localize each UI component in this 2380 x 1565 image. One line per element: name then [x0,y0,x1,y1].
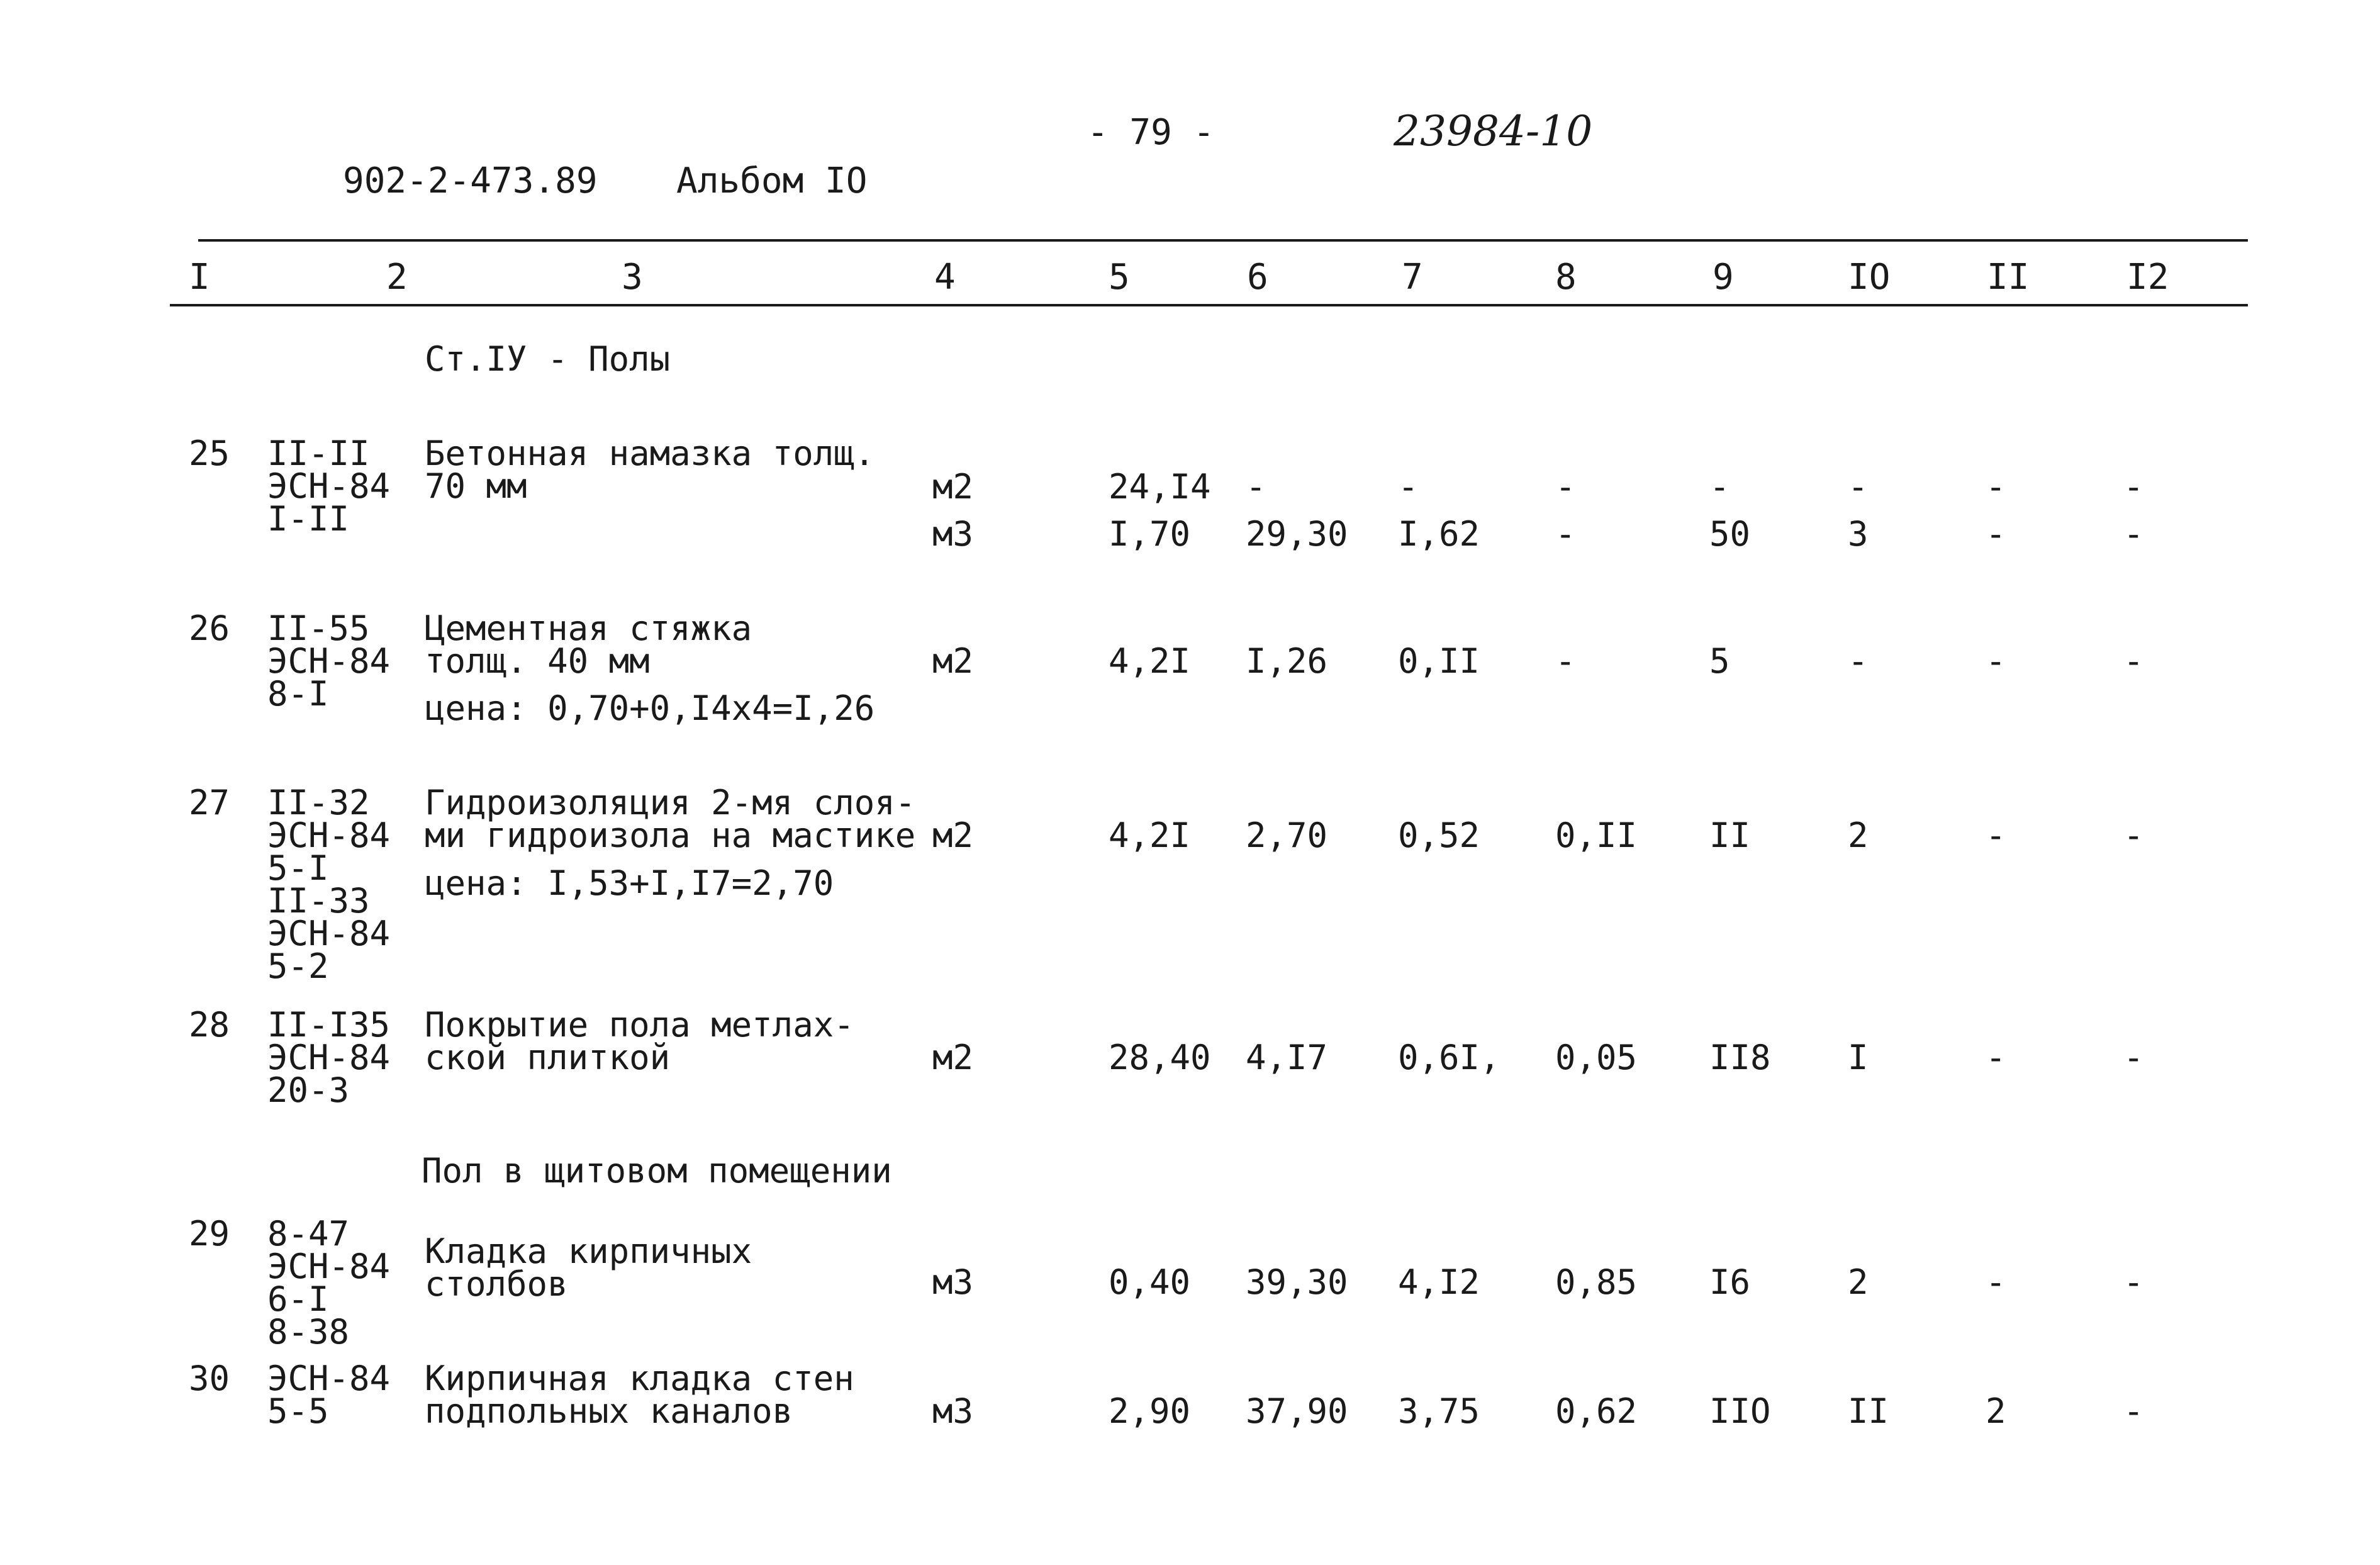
value-cell: 0,II [1555,816,1638,855]
work-description: Кирпичная кладка стен [425,1359,854,1398]
header-top-rule [198,239,2248,242]
value-cell: - [1246,467,1266,507]
value-cell: 3,75 [1398,1391,1480,1431]
value-cell: - [1709,467,1730,507]
value-cell: - [1848,641,1869,681]
norm-code: II-II [267,434,370,473]
value-cell: 4,2I [1109,816,1191,855]
row-number: 27 [189,783,230,822]
value-cell: - [2123,1262,2144,1302]
norm-code: 5-2 [267,946,329,986]
value-cell: 2 [1986,1391,2006,1431]
value-cell: 0,40 [1109,1262,1191,1302]
subsection-title: Пол в щитовом помещении [422,1151,892,1191]
row-number: 26 [189,609,230,648]
row-number: 28 [189,1005,230,1045]
value-cell: I6 [1709,1262,1751,1302]
norm-code: 8-I [267,674,329,714]
value-cell: II8 [1709,1038,1771,1077]
value-cell: I,62 [1398,514,1480,554]
norm-code: 6-I [267,1279,329,1319]
value-cell: - [1986,514,2006,554]
value-cell: 4,I7 [1246,1038,1328,1077]
value-cell: 28,40 [1109,1038,1211,1077]
value-cell: - [1986,1262,2006,1302]
value-cell: - [1986,1038,2006,1077]
unit-cell: м3 [932,1391,974,1431]
col-header-6: 6 [1247,257,1268,298]
value-cell: II [1709,816,1751,855]
unit-cell: м3 [932,1262,974,1302]
col-header-5: 5 [1109,257,1130,298]
unit-cell: м3 [932,514,974,554]
value-cell: - [2123,514,2144,554]
col-header-10: IO [1848,257,1891,298]
value-cell: 4,I2 [1398,1262,1480,1302]
value-cell: 0,52 [1398,816,1480,855]
unit-cell: м2 [932,816,974,855]
value-cell: - [1555,641,1576,681]
value-cell: 2 [1848,1262,1869,1302]
value-cell: - [1848,467,1869,507]
work-description: подпольных каналов [425,1391,793,1431]
row-number: 29 [189,1214,230,1254]
norm-code: ЭСН-84 [267,1247,391,1286]
value-cell: - [1398,467,1419,507]
header-bottom-rule [170,304,2248,306]
value-cell: - [2123,816,2144,855]
norm-code: 20-3 [267,1070,350,1110]
unit-cell: м2 [932,1038,974,1077]
work-description: ской плиткой [425,1038,671,1077]
norm-code: ЭСН-84 [267,641,391,681]
page-number: - 79 - [1087,112,1215,153]
value-cell: 2,90 [1109,1391,1191,1431]
value-cell: - [1555,467,1576,507]
value-cell: 0,05 [1555,1038,1638,1077]
price-note: цена: 0,70+0,I4x4=I,26 [425,688,875,728]
value-cell: I [1848,1038,1869,1077]
value-cell: - [2123,1038,2144,1077]
handwritten-reference: 23984-10 [1394,107,1593,155]
col-header-3: 3 [622,257,643,298]
work-description: столбов [425,1264,568,1304]
norm-code: II-33 [267,881,370,921]
row-number: 25 [189,434,230,473]
album-label: Альбом IO [676,160,868,201]
norm-code: ЭСН-84 [267,466,391,506]
work-description: ми гидроизола на мастике [425,816,916,855]
col-header-2: 2 [386,257,408,298]
col-header-4: 4 [934,257,956,298]
norm-code: 8-38 [267,1312,350,1352]
norm-code: 8-47 [267,1214,350,1254]
value-cell: - [1986,641,2006,681]
value-cell: 0,6I, [1398,1038,1500,1077]
norm-code: II-55 [267,609,370,648]
value-cell: 4,2I [1109,641,1191,681]
value-cell: 0,85 [1555,1262,1638,1302]
col-header-11: II [1987,257,2030,298]
norm-code: I-II [267,499,350,539]
col-header-1: I [189,257,210,298]
norm-code: ЭСН-84 [267,816,391,855]
norm-code: ЭСН-84 [267,914,391,953]
value-cell: 50 [1709,514,1751,554]
work-description: Кладка кирпичных [425,1231,752,1271]
col-header-7: 7 [1402,257,1423,298]
value-cell: - [2123,467,2144,507]
value-cell: II [1848,1391,1889,1431]
value-cell: 0,II [1398,641,1480,681]
work-description: Покрытие пола метлах- [425,1005,854,1045]
value-cell: 39,30 [1246,1262,1348,1302]
work-description: 70 мм [425,466,527,506]
norm-code: 5-5 [267,1391,329,1431]
value-cell: 3 [1848,514,1869,554]
work-description: Цементная стяжка [425,609,752,648]
section-title: Ст.IУ - Полы [425,339,671,379]
col-header-12: I2 [2126,257,2169,298]
norm-code: ЭСН-84 [267,1359,391,1398]
norm-code: ЭСН-84 [267,1038,391,1077]
value-cell: 2 [1848,816,1869,855]
col-header-9: 9 [1712,257,1734,298]
value-cell: - [1555,514,1576,554]
value-cell: - [2123,1391,2144,1431]
norm-code: II-I35 [267,1005,391,1045]
value-cell: I,26 [1246,641,1328,681]
value-cell: 5 [1709,641,1730,681]
norm-code: 5-I [267,848,329,888]
value-cell: 0,62 [1555,1391,1638,1431]
norm-code: II-32 [267,783,370,822]
value-cell: 37,90 [1246,1391,1348,1431]
value-cell: 2,70 [1246,816,1328,855]
value-cell: - [1986,467,2006,507]
value-cell: 29,30 [1246,514,1348,554]
row-number: 30 [189,1359,230,1398]
work-description: Гидроизоляция 2-мя слоя- [425,783,916,822]
value-cell: IIO [1709,1391,1771,1431]
price-note: цена: I,53+I,I7=2,70 [425,863,834,903]
value-cell: - [2123,641,2144,681]
value-cell: I,70 [1109,514,1191,554]
col-header-8: 8 [1555,257,1577,298]
unit-cell: м2 [932,467,974,507]
work-description: толщ. 40 мм [425,641,650,681]
unit-cell: м2 [932,641,974,681]
document-code: 902-2-473.89 [343,160,598,201]
work-description: Бетонная намазка толщ. [425,434,875,473]
value-cell: 24,I4 [1109,467,1211,507]
value-cell: - [1986,816,2006,855]
